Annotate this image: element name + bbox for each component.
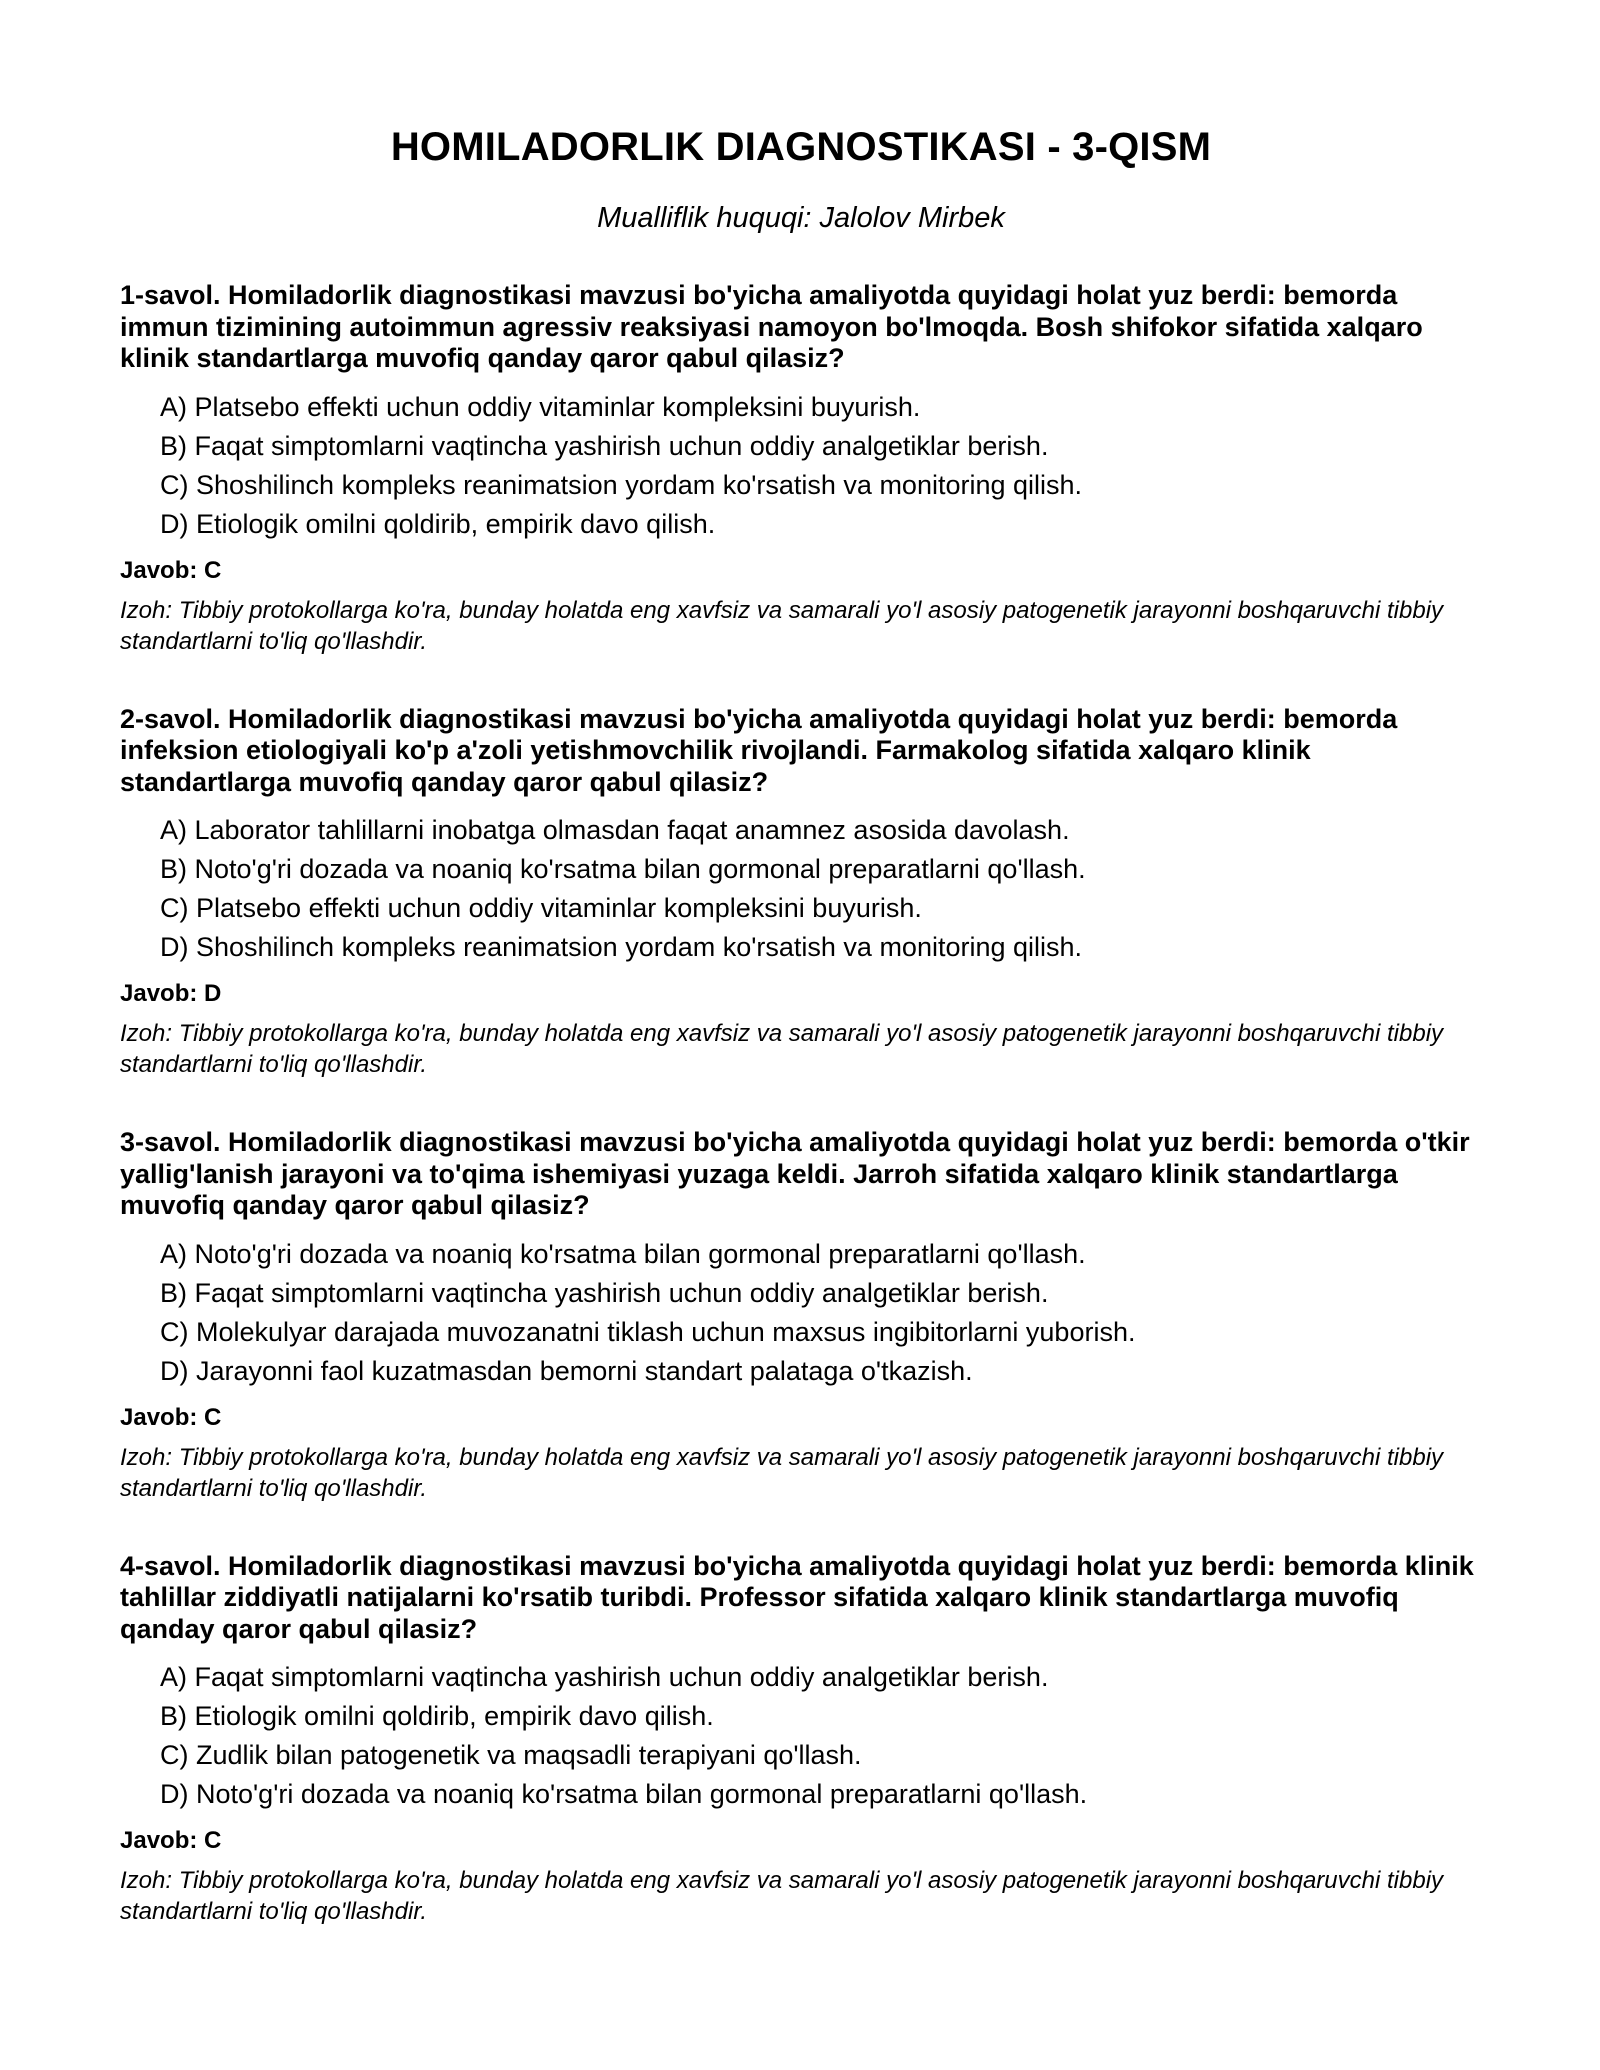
option-b: B) Faqat simptomlarni vaqtincha yashirish uchun oddiy analgetiklar berish. [160,430,1049,461]
answer-options [120,1658,1482,1814]
answer-line [120,1826,1482,1856]
answer-options [120,1235,1482,1391]
option-a: A) Platsebo effekti uchun oddiy vitaminlar kompleksini buyurish. [160,391,921,422]
answer-label: Javob: [120,556,198,584]
document-page [120,0,1482,1927]
option-c: C) Zudlik bilan patogenetik va maqsadli terapiyani qo'llash. [160,1740,862,1770]
answer-label: Javob: [120,1403,198,1431]
answer-value: D [204,980,222,1007]
answer-line [120,979,1482,1009]
option-d: D) Etiologik omilni qoldirib, empirik davo qilish. [160,508,716,539]
answer-options [120,388,1482,544]
answer-value: C [204,1827,222,1854]
question-text: 3-savol. Homiladorlik diagnostikasi mavzusi bo'yicha amaliyotda quyidagi holat yuz berdi: bemorda o'tkir yallig'lanish jarayoni va to'qima ishemiyasi yuzaga keldi. Jarroh sifatida xalqaro klinik standartlarga muvofiq qanday qaror qabul qilasiz? [120,1127,1470,1220]
answer-value: C [204,1403,222,1431]
option-d: D) Noto'g'ri dozada va noaniq ko'rsatma bilan gormonal preparatlarni qo'llash. [160,1779,1088,1809]
answer-options [120,811,1482,967]
question-text: 2-savol. Homiladorlik diagnostikasi mavzusi bo'yicha amaliyotda quyidagi holat yuz berdi: bemorda infeksion etiologiyali ko'p a'zoli yetishmovchilik rivojlandi. Farmakolog sifatida xalqaro klinik standartlarga muvofiq qanday qaror qabul qilasiz? [120,703,1398,797]
question-block [120,704,1482,1081]
copyright-line: Mualliflik huquqi: Jalolov Mirbek [597,202,1005,234]
answer-line [120,556,1482,586]
question-block [120,1551,1482,1928]
answer-value: C [204,556,222,584]
explanation-note: Izoh: Tibbiy protokollarga ko'ra, bunday holatda eng xavfsiz va samarali yo'l asosiy patogenetik jarayonni boshqaruvchi tibbiy standartlarni to'liq qo'llashdir. [120,596,1444,655]
explanation-note: Izoh: Tibbiy protokollarga ko'ra, bunday holatda eng xavfsiz va samarali yo'l asosiy patogenetik jarayonni boshqaruvchi tibbiy standartlarni to'liq qo'llashdir. [120,1443,1444,1502]
question-text: 1-savol. Homiladorlik diagnostikasi mavzusi bo'yicha amaliyotda quyidagi holat yuz berdi: bemorda immun tizimining autoimmun agressiv reaksiyasi namoyon bo'lmoqda. Bosh shifokor sifatida xalqaro klinik standartlarga muvofiq qanday qaror qabul qilasiz? [120,280,1423,373]
option-b: B) Etiologik omilni qoldirib, empirik davo qilish. [160,1701,714,1731]
explanation-note: Izoh: Tibbiy protokollarga ko'ra, bunday holatda eng xavfsiz va samarali yo'l asosiy patogenetik jarayonni boshqaruvchi tibbiy standartlarni to'liq qo'llashdir. [120,1867,1444,1925]
answer-line [120,1403,1482,1433]
answer-label: Javob: [120,980,198,1007]
answer-label: Javob: [120,1827,198,1854]
option-d: D) Jarayonni faol kuzatmasdan bemorni standart palataga o'tkazish. [160,1355,973,1386]
option-b: B) Noto'g'ri dozada va noaniq ko'rsatma bilan gormonal preparatlarni qo'llash. [160,854,1086,884]
option-c: C) Shoshilinch kompleks reanimatsion yordam ko'rsatish va monitoring qilish. [160,469,1083,500]
option-a: A) Faqat simptomlarni vaqtincha yashirish uchun oddiy analgetiklar berish. [160,1662,1049,1692]
question-block [120,1127,1482,1504]
question-block [120,280,1482,657]
option-d: D) Shoshilinch kompleks reanimatsion yordam ko'rsatish va monitoring qilish. [160,932,1083,962]
option-c: C) Platsebo effekti uchun oddiy vitaminlar kompleksini buyurish. [160,893,922,923]
question-text: 4-savol. Homiladorlik diagnostikasi mavzusi bo'yicha amaliyotda quyidagi holat yuz berdi: bemorda klinik tahlillar ziddiyatli natijalarni ko'rsatib turibdi. Professor sifatida xalqaro klinik standartlarga muvofiq qanday qaror qabul qilasiz? [120,1550,1474,1644]
option-b: B) Faqat simptomlarni vaqtincha yashirish uchun oddiy analgetiklar berish. [160,1277,1049,1308]
document-title: HOMILADORLIK DIAGNOSTIKASI - 3-QISM [390,125,1212,169]
option-c: C) Molekulyar darajada muvozanatni tiklash uchun maxsus ingibitorlarni yuborish. [160,1316,1136,1347]
option-a: A) Noto'g'ri dozada va noaniq ko'rsatma bilan gormonal preparatlarni qo'llash. [160,1238,1086,1269]
explanation-note: Izoh: Tibbiy protokollarga ko'ra, bunday holatda eng xavfsiz va samarali yo'l asosiy patogenetik jarayonni boshqaruvchi tibbiy standartlarni to'liq qo'llashdir. [120,1020,1444,1078]
option-a: A) Laborator tahlillarni inobatga olmasdan faqat anamnez asosida davolash. [160,815,1070,845]
